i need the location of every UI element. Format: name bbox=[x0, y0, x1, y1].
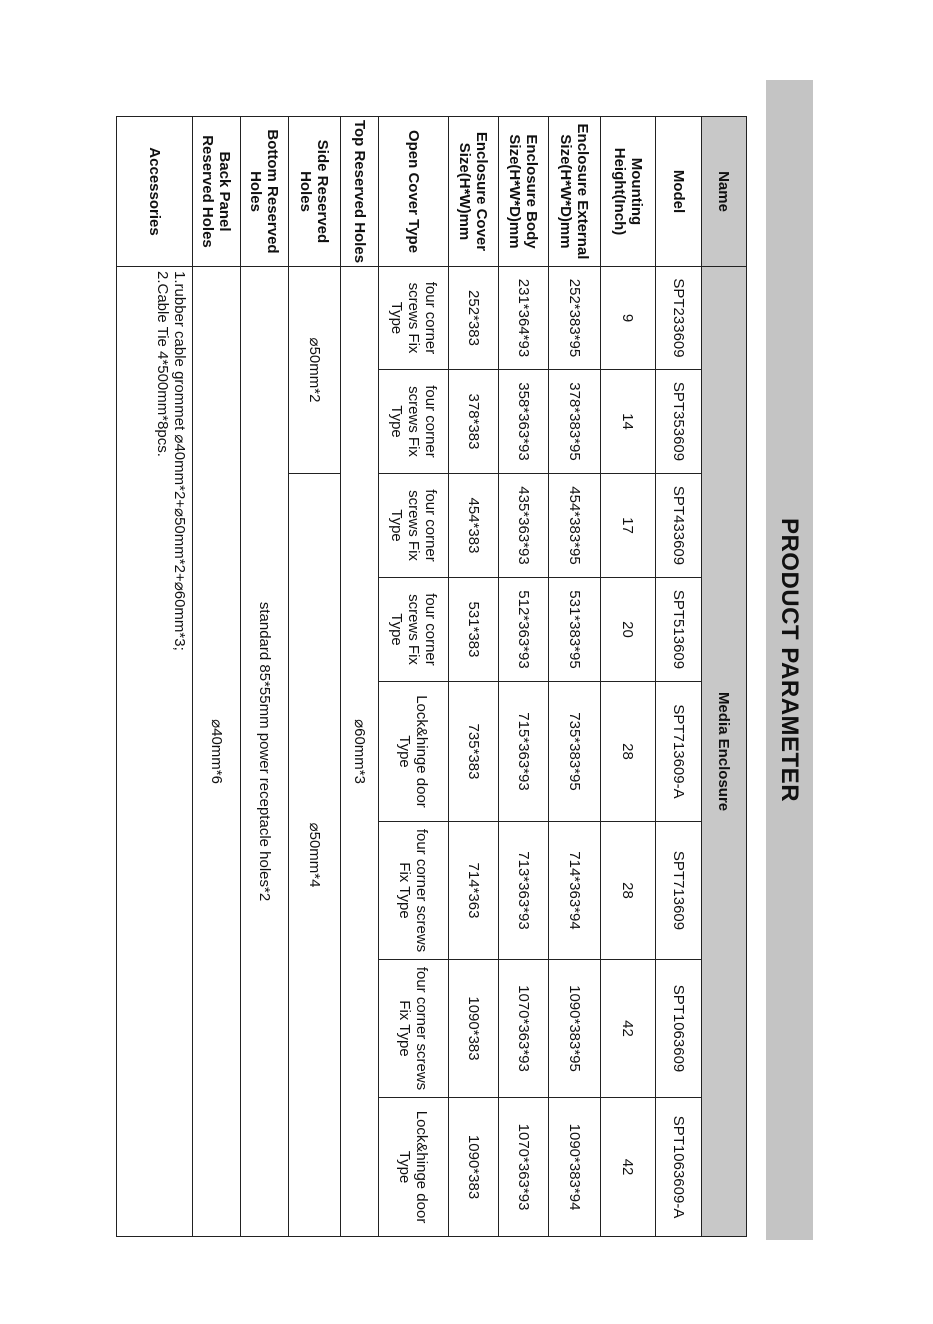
table-header-row bbox=[702, 117, 747, 1237]
model-cell: SPT513609 bbox=[656, 578, 702, 682]
mounting-cell: 28 bbox=[601, 822, 656, 960]
open-cover-cell: four corner screws Fix Type bbox=[379, 822, 449, 960]
cover-size-cell: 735*383 bbox=[449, 682, 499, 822]
mounting-cell: 17 bbox=[601, 474, 656, 578]
body-size-cell: 512*363*93 bbox=[499, 578, 549, 682]
row-label-model: Model bbox=[656, 117, 702, 267]
table-row bbox=[379, 117, 449, 1237]
page-title: PRODUCT PARAMETER bbox=[766, 80, 813, 1240]
model-cell: SPT713609 bbox=[656, 822, 702, 960]
table-row bbox=[449, 117, 499, 1237]
table-row bbox=[241, 117, 289, 1237]
table-row bbox=[656, 117, 702, 1237]
cover-size-cell: 378*383 bbox=[449, 370, 499, 474]
row-label-top-holes: Top Reserved Holes bbox=[341, 117, 379, 267]
row-label-cover-size: Enclosure Cover Size(H*W)mm bbox=[449, 117, 499, 267]
row-label-external-size: Enclosure External Size(H*W*D)mm bbox=[549, 117, 601, 267]
body-size-cell: 1070*363*93 bbox=[499, 1098, 549, 1237]
open-cover-cell: four corner screws Fix Type bbox=[379, 474, 449, 578]
row-label-bottom-holes: Bottom Reserved Holes bbox=[241, 117, 289, 267]
open-cover-cell: four corner screws Fix Type bbox=[379, 578, 449, 682]
external-size-cell: 714*363*94 bbox=[549, 822, 601, 960]
table-row bbox=[341, 117, 379, 1237]
name-header: Name bbox=[702, 117, 747, 267]
body-size-cell: 358*363*93 bbox=[499, 370, 549, 474]
model-cell: SPT433609 bbox=[656, 474, 702, 578]
table-row bbox=[193, 117, 241, 1237]
side-holes-value-small: ⌀50mm*2 bbox=[289, 267, 341, 474]
model-cell: SPT1063609 bbox=[656, 960, 702, 1098]
table-row bbox=[289, 117, 341, 1237]
external-size-cell: 1090*383*94 bbox=[549, 1098, 601, 1237]
table-row bbox=[499, 117, 549, 1237]
open-cover-cell: Lock&hinge door Type bbox=[379, 1098, 449, 1237]
cover-size-cell: 531*383 bbox=[449, 578, 499, 682]
body-size-cell: 713*363*93 bbox=[499, 822, 549, 960]
external-size-cell: 1090*383*95 bbox=[549, 960, 601, 1098]
body-size-cell: 231*364*93 bbox=[499, 267, 549, 370]
external-size-cell: 531*383*95 bbox=[549, 578, 601, 682]
spec-table bbox=[116, 116, 747, 1237]
accessory-item: 1.rubber cable grommet ⌀40mm*2+⌀50mm*2+⌀60mm*3; bbox=[171, 271, 188, 651]
row-label-accessories: Accessories bbox=[117, 117, 193, 267]
table-row bbox=[601, 117, 656, 1237]
open-cover-cell: four corner screws Fix Type bbox=[379, 370, 449, 474]
mounting-cell: 42 bbox=[601, 1098, 656, 1237]
external-size-cell: 378*383*95 bbox=[549, 370, 601, 474]
product-parameter-sheet bbox=[103, 80, 813, 1240]
body-size-cell: 715*363*93 bbox=[499, 682, 549, 822]
model-cell: SPT353609 bbox=[656, 370, 702, 474]
mounting-cell: 9 bbox=[601, 267, 656, 370]
external-size-cell: 735*383*95 bbox=[549, 682, 601, 822]
side-holes-value-large: ⌀50mm*4 bbox=[289, 474, 341, 1237]
mounting-cell: 14 bbox=[601, 370, 656, 474]
open-cover-cell: Lock&hinge door Type bbox=[379, 682, 449, 822]
model-cell: SPT233609 bbox=[656, 267, 702, 370]
cover-size-cell: 1090*383 bbox=[449, 960, 499, 1098]
mounting-cell: 42 bbox=[601, 960, 656, 1098]
back-holes-value: ⌀40mm*6 bbox=[193, 267, 241, 1237]
accessories-value bbox=[117, 267, 193, 1237]
cover-size-cell: 454*383 bbox=[449, 474, 499, 578]
body-size-cell: 1070*363*93 bbox=[499, 960, 549, 1098]
row-label-body-size: Enclosure Body Size(H*W*D)mm bbox=[499, 117, 549, 267]
row-label-mounting: Mounting Height(Inch) bbox=[601, 117, 656, 267]
row-label-side-holes: Side Reserved Holes bbox=[289, 117, 341, 267]
cover-size-cell: 714*363 bbox=[449, 822, 499, 960]
model-cell: SPT713609-A bbox=[656, 682, 702, 822]
table-row bbox=[549, 117, 601, 1237]
external-size-cell: 252*383*95 bbox=[549, 267, 601, 370]
cover-size-cell: 1090*383 bbox=[449, 1098, 499, 1237]
bottom-holes-value: standard 85*55mm power receptacle holes*2 bbox=[241, 267, 289, 1237]
accessory-item: 2.Cable Tie 4*500mm*8pcs. bbox=[154, 271, 171, 457]
mounting-cell: 28 bbox=[601, 682, 656, 822]
body-size-cell: 435*363*93 bbox=[499, 474, 549, 578]
table-row bbox=[117, 117, 193, 1237]
external-size-cell: 454*383*95 bbox=[549, 474, 601, 578]
row-label-open-cover-type: Open Cover Type bbox=[379, 117, 449, 267]
cover-size-cell: 252*383 bbox=[449, 267, 499, 370]
model-cell: SPT1063609-A bbox=[656, 1098, 702, 1237]
top-holes-value: ⌀60mm*3 bbox=[341, 267, 379, 1237]
media-enclosure-header: Media Enclosure bbox=[702, 267, 747, 1237]
row-label-back-holes: Back Panel Reserved Holes bbox=[193, 117, 241, 267]
mounting-cell: 20 bbox=[601, 578, 656, 682]
open-cover-cell: four corner screws Fix Type bbox=[379, 267, 449, 370]
open-cover-cell: four corner screws Fix Type bbox=[379, 960, 449, 1098]
